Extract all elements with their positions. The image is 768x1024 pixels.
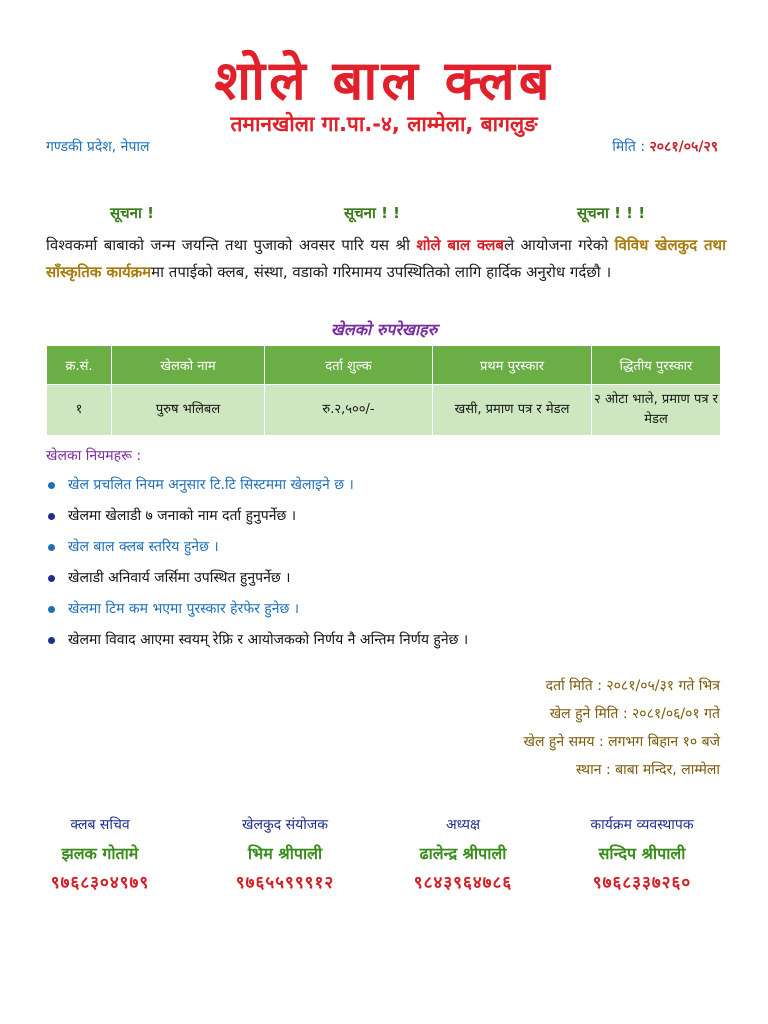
club-address: तमानखोला गा.पा.-४, लाम्मेला, बागलुङ [230,112,538,136]
rules-title: खेलका नियमहरू : [46,448,142,464]
notice-3: सूचना ! ! ! [577,204,646,222]
rule-item [46,625,468,656]
table-header-row [47,346,721,385]
signatory-program-manager [557,815,727,893]
bullet-icon [48,575,55,582]
cell-second-prize: २ ओटा भाले, प्रमाण पत्र र मेडल [592,385,721,436]
notice-1: सूचना ! [110,204,154,222]
signatory-role: क्लब सचिव [70,817,130,833]
signatory-name: ढालेन्द्र श्रीपाली [419,844,507,863]
cell-first-prize: खसी, प्रमाण पत्र र मेडल [433,385,592,436]
table-title: खेलको रुपरेखाहरु [330,320,438,339]
intro-text-1: विश्वकर्मा बाबाको जन्म जयन्ति तथा पुजाको अवसर पारि यस श्री [46,236,417,254]
rule-text: खेल प्रचलित नियम अनुसार टि.टि सिस्टममा खेलाइने छ । [68,477,354,493]
rule-text: खेल बाल क्लब स्तरिय हुनेछ । [68,539,219,555]
bullet-icon [48,606,55,613]
signatory-role: कार्यक्रम व्यवस्थापक [590,817,694,833]
game-time: खेल हुने समय : लगभग बिहान १० बजे [523,734,720,750]
table-row [47,385,721,436]
header-cell-serial: क्र.सं. [47,346,112,385]
rule-item [46,594,468,625]
rule-text: खेलमा विवाद आएमा स्वयम् रेफ्रि र आयोजकको निर्णय नै अन्तिम निर्णय हुनेछ । [68,632,469,648]
signatory-phone: ९७६८३३७२६० [592,873,692,893]
game-date: खेल हुने मिति : २०८१/०६/०१ गते [549,706,720,722]
header-cell-first-prize: प्रथम पुरस्कार [433,346,592,385]
signatory-sports-coordinator [200,815,370,893]
rules-list [46,470,468,656]
province-label: गण्डकी प्रदेश, नेपाल [46,139,150,155]
signatory-name: झलक गोतामे [61,844,139,863]
signatory-role: खेलकुद संयोजक [242,817,328,833]
signatory-name: सन्दिप श्रीपाली [598,844,686,863]
venue: स्थान : बाबा मन्दिर, लाम्मेला [576,762,720,778]
rule-text: खेलमा खेलाडी ७ जनाको नाम दर्ता हुनुपर्नेछ । [68,508,297,524]
signatory-phone: ९७६८३०४९७९ [50,873,150,893]
intro-club-name: शोले बाल क्लब [416,236,504,254]
bullet-icon [48,482,55,489]
club-title: शोले बाल क्लब [214,48,554,112]
intro-paragraph [46,232,726,286]
intro-program: विविध खेलकुद तथा साँस्कृतिक कार्यक्रम [46,236,726,281]
date-line [612,137,718,156]
cell-game: पुरुष भलिबल [112,385,265,436]
notice-2: सूचना ! ! [344,204,401,222]
rule-item [46,532,468,563]
events-table [46,345,721,436]
signatory-phone: ९७६५५९९९१२ [235,873,335,893]
signatory-secretary [15,815,185,893]
signatory-role: अध्यक्ष [445,817,481,833]
cell-fee: रु.२,५००/- [265,385,433,436]
cell-serial: १ [47,385,112,436]
rule-text: खेलमा टिम कम भएमा पुरस्कार हेरफेर हुनेछ । [68,601,300,617]
bullet-icon [48,637,55,644]
signatory-president [378,815,548,893]
signatory-name: भिम श्रीपाली [247,844,323,863]
intro-text-3: मा तपाईको क्लब, संस्था, वडाको गरिमामय उपस्थितिको लागि हार्दिक अनुरोध गर्दछौ । [151,263,612,281]
registration-date: दर्ता मिति : २०८१/०५/३१ गते भित्र [545,678,720,694]
date-label: मिति : [612,139,646,155]
bullet-icon [48,544,55,551]
signatory-phone: ९८४३९६४७८६ [413,873,513,893]
event-details [524,672,720,784]
rule-item [46,470,468,501]
intro-text-2: ले आयोजना गरेको [503,236,615,254]
header-cell-second-prize: द्धितीय पुरस्कार [592,346,721,385]
header-cell-game: खेलको नाम [112,346,265,385]
rule-item [46,501,468,532]
rule-text: खेलाडी अनिवार्य जर्सिमा उपस्थित हुनुपर्नेछ । [68,570,291,586]
header-cell-fee: दर्ता शुल्क [265,346,433,385]
rule-item [46,563,468,594]
bullet-icon [48,513,55,520]
date-value: २०८१/०५/२९ [649,139,718,155]
